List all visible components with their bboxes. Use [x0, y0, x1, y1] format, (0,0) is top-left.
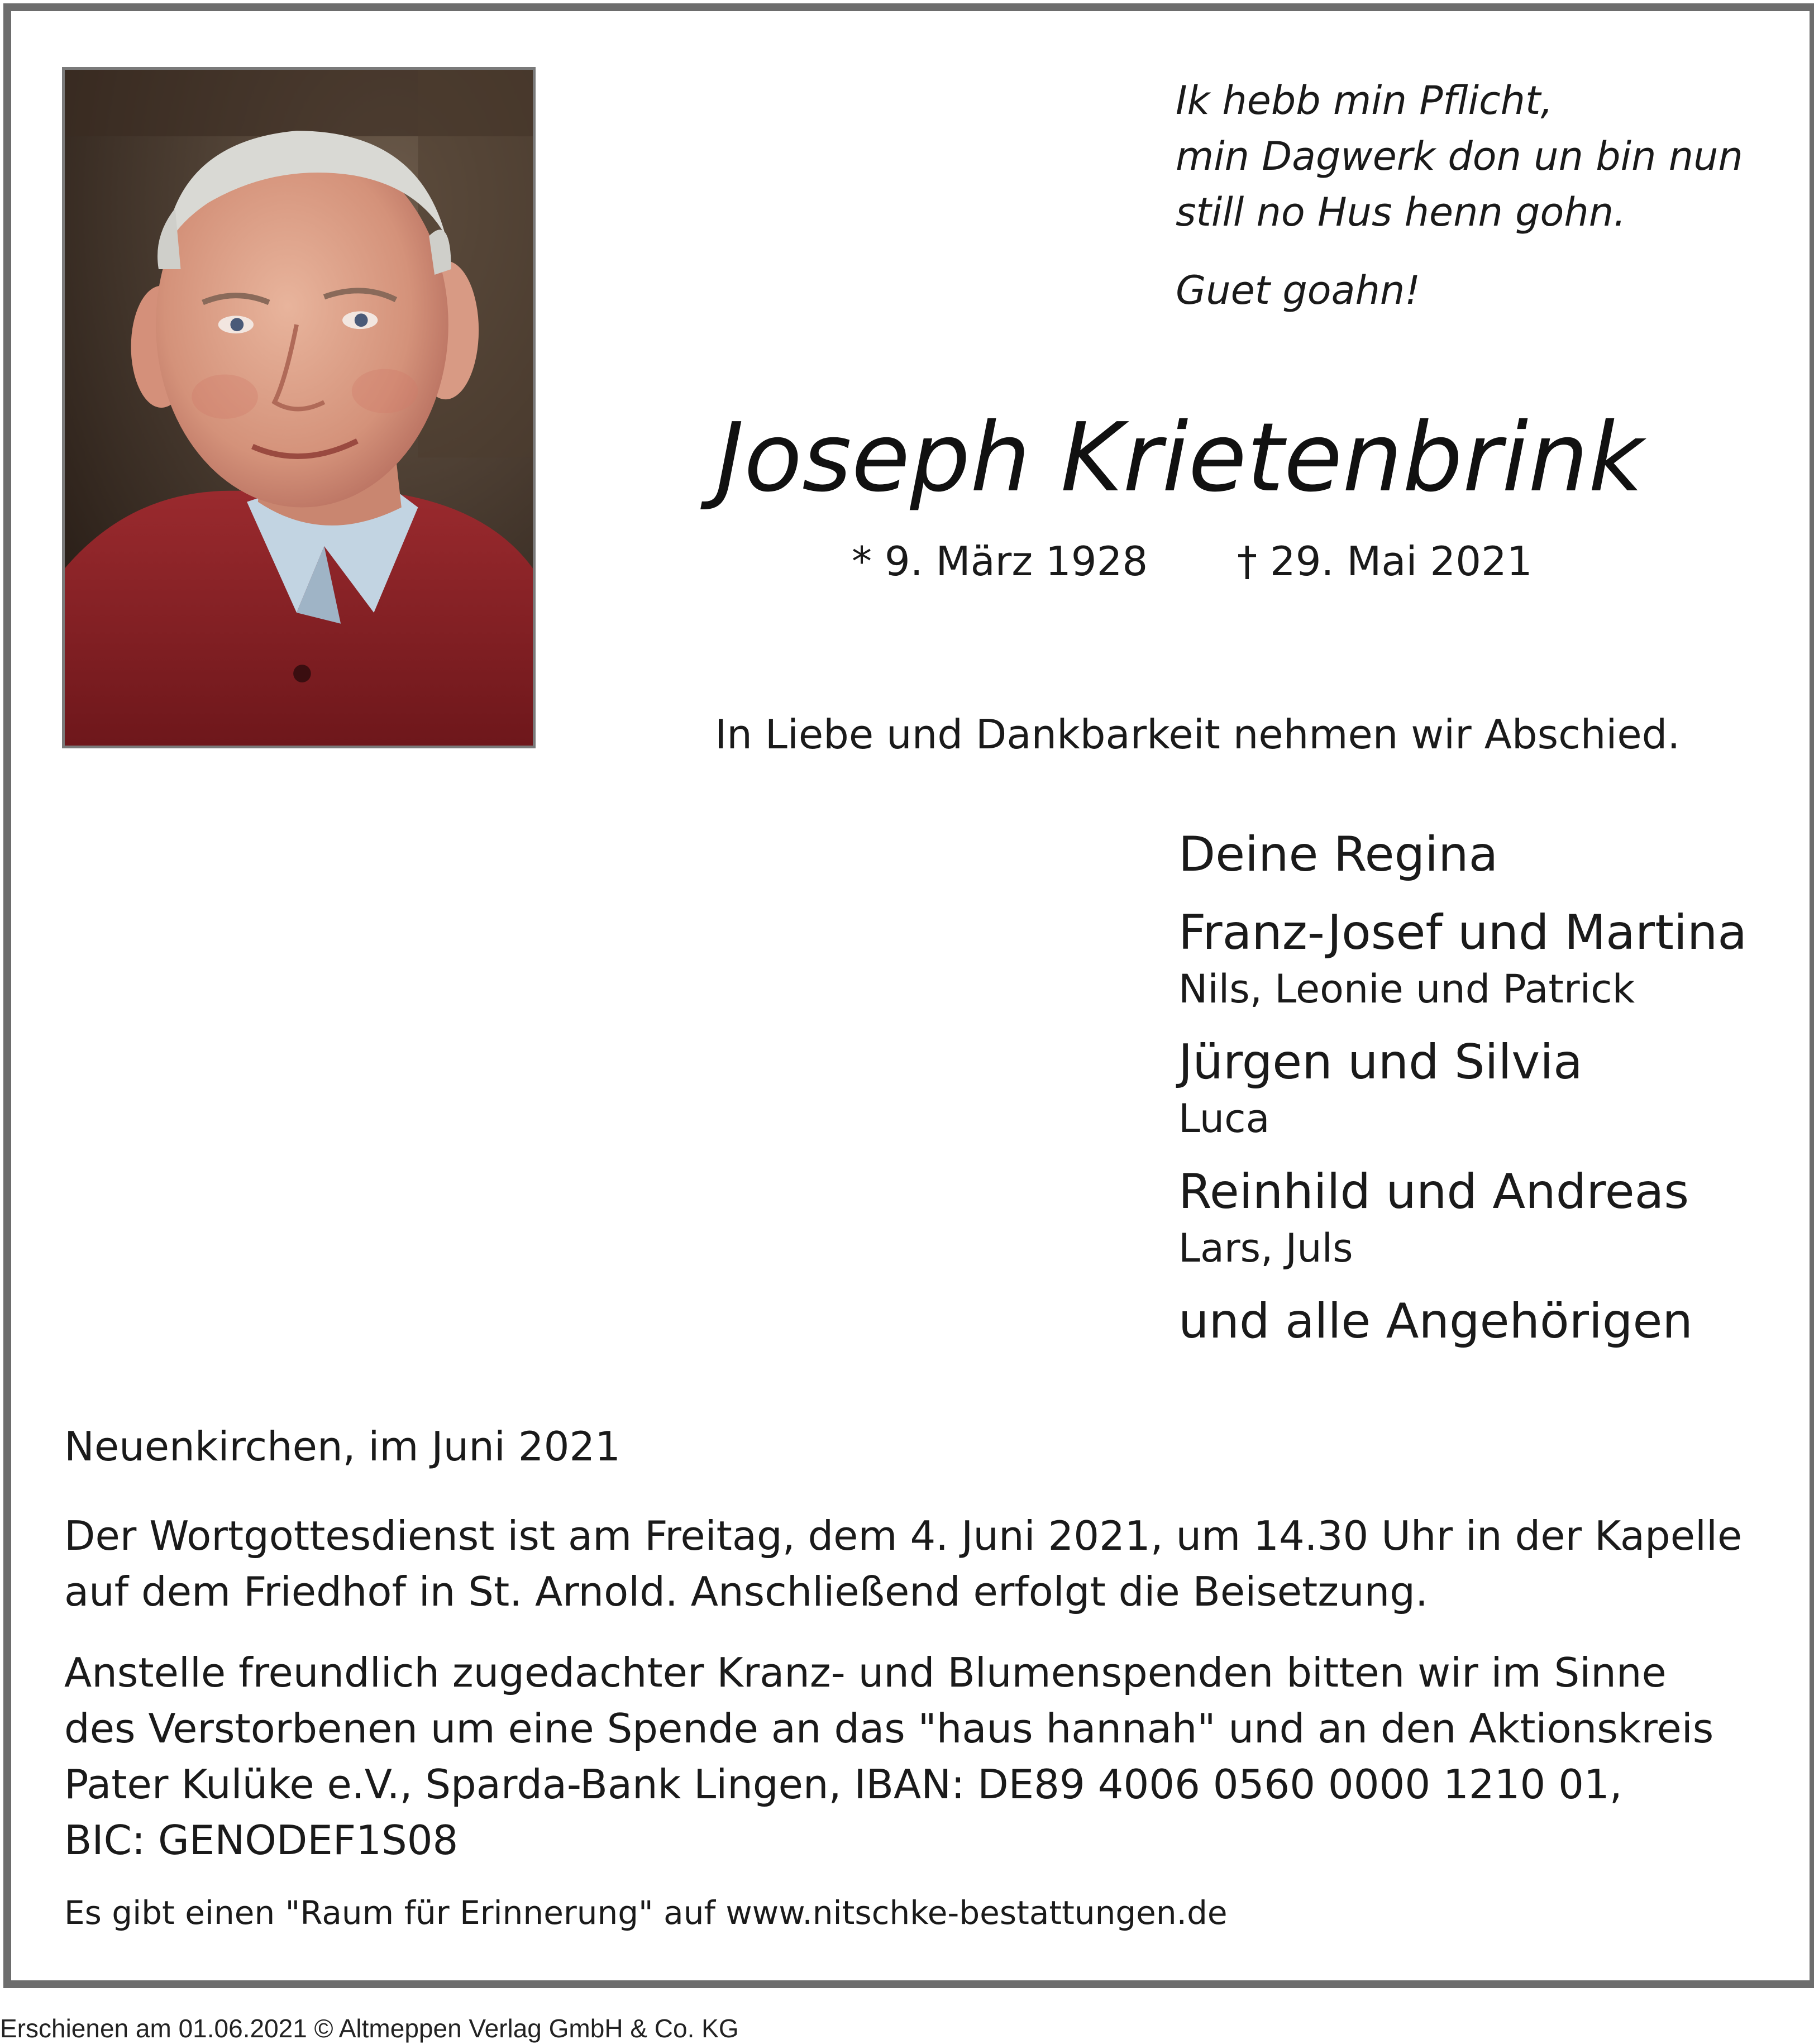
poem-line: min Dagwerk don un bin nun: [1176, 133, 1743, 179]
mourner-name: und alle Angehörigen: [1178, 1293, 1693, 1349]
publication-credit: Erschienen am 01.06.2021 © Altmeppen Verlag GmbH & Co. KG: [0, 2014, 739, 2043]
service-notice: Der Wortgottesdienst ist am Freitag, dem 4. Juni 2021, um 14.30 Uhr in der Kapelle auf dem Friedhof in St. Arnold. Anschließend erfolgt die Beisetzung.: [64, 1512, 1743, 1615]
mourner-entry: [1178, 1161, 1798, 1274]
mourner-name: Deine Regina: [1178, 827, 1498, 882]
poem-closing: Guet goahn!: [1176, 268, 1421, 313]
memorial-website-note: Es gibt einen "Raum für Erinnerung" auf www.nitschke-bestattungen.de: [64, 1894, 1228, 1932]
dialect-poem: [1176, 73, 1743, 318]
mourner-name: Reinhild und Andreas: [1178, 1164, 1689, 1220]
deceased-name: Joseph Krietenbrink: [716, 403, 1644, 513]
donation-notice: Anstelle freundlich zugedachter Kranz- und Blumenspenden bitten wir im Sinne des Verstorbenen um eine Spende an das "haus hannah" und an den Aktionskreis Pater Kulüke e.V., Sparda-Bank Lingen, IBAN: DE89 4006 0560 0000 1210 01, BIC: GENODEF1S08: [64, 1649, 1714, 1864]
obituary-frame: [3, 3, 1814, 1988]
mourner-entry: [1178, 1291, 1798, 1352]
mourners-list: [1178, 824, 1798, 1352]
mourner-entry: [1178, 1031, 1798, 1144]
poem-line: Ik hebb min Pflicht,: [1176, 78, 1553, 123]
mourner-name: Franz-Josef und Martina: [1178, 905, 1748, 961]
mourner-children: Nils, Leonie und Patrick: [1178, 966, 1635, 1012]
mourner-children: Lars, Juls: [1178, 1225, 1353, 1271]
birth-date: * 9. März 1928: [852, 538, 1148, 585]
mourner-entry: [1178, 902, 1798, 1015]
place-and-date: Neuenkirchen, im Juni 2021: [64, 1423, 621, 1470]
portrait-illustration: [65, 70, 533, 746]
mourner-name: Jürgen und Silvia: [1178, 1034, 1583, 1090]
mourner-children: Luca: [1178, 1096, 1270, 1142]
poem-line: still no Hus henn gohn.: [1176, 189, 1626, 235]
farewell-line: In Liebe und Dankbarkeit nehmen wir Abschied.: [715, 711, 1681, 758]
portrait-photo: [62, 67, 536, 748]
mourner-entry: [1178, 824, 1798, 885]
death-date: † 29. Mai 2021: [1237, 538, 1533, 585]
